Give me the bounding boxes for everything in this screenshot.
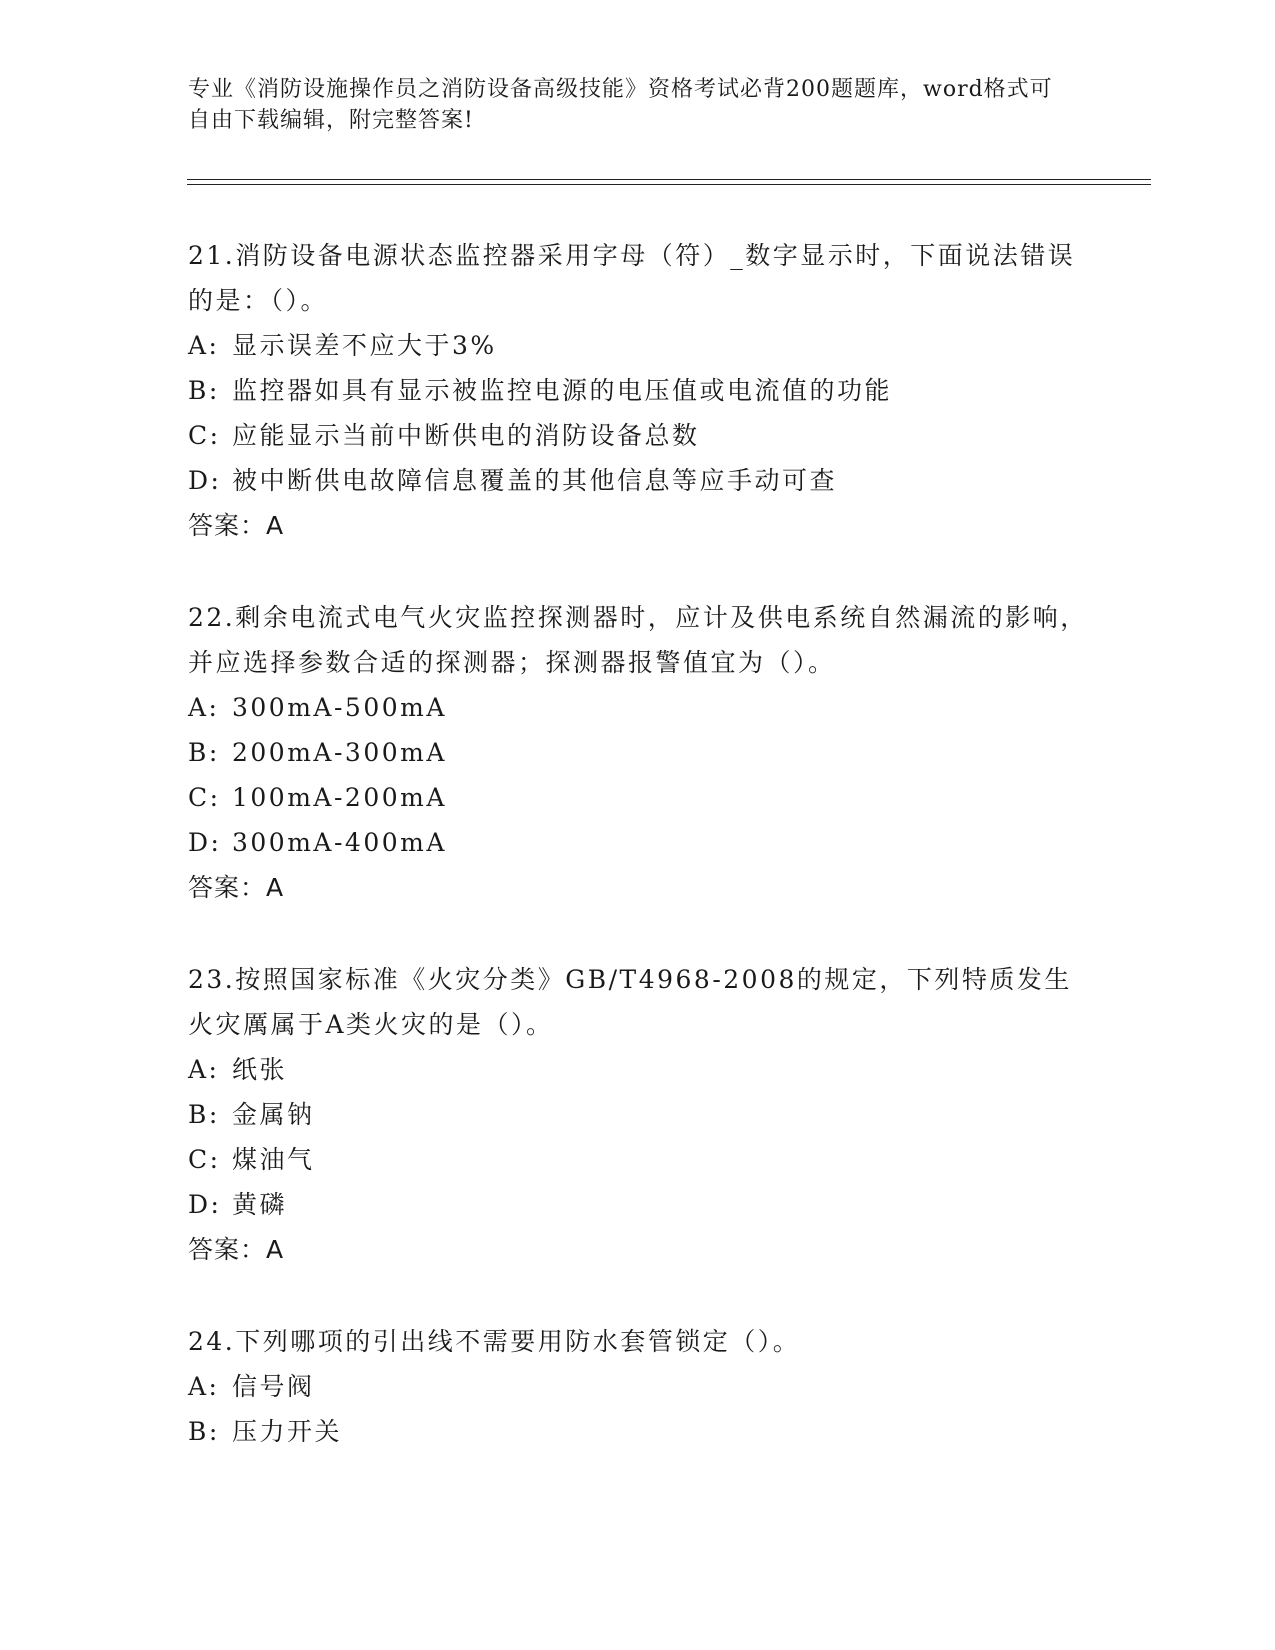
- option-key: A:: [188, 693, 220, 722]
- question-text: 21.消防设备电源状态监控器采用字母（符）_数字显示时，下面说法错误的是：（）。: [188, 241, 1076, 315]
- option-key: A:: [188, 331, 220, 360]
- option-text: 纸张: [232, 1055, 288, 1084]
- question-text: 24.下列哪项的引出线不需要用防水套管锁定（）。: [188, 1327, 801, 1356]
- option-d: [188, 820, 1088, 865]
- option-b: [188, 730, 1088, 775]
- option-c: [188, 1137, 1088, 1182]
- answer-text: 答案：A: [188, 511, 285, 540]
- option-key: B:: [188, 376, 220, 405]
- option-key: A:: [188, 1372, 220, 1401]
- option-text: 信号阀: [232, 1372, 315, 1401]
- option-key: B:: [188, 1100, 220, 1129]
- option-text: 100mA-200mA: [232, 783, 447, 812]
- question-23: [188, 957, 1088, 1272]
- option-key: C:: [188, 1145, 221, 1174]
- option-text: 监控器如具有显示被监控电源的电压值或电流值的功能: [232, 376, 893, 405]
- question-24: [188, 1319, 1088, 1454]
- option-c: [188, 413, 1088, 458]
- option-key: D:: [188, 828, 222, 857]
- answer-text: 答案：A: [188, 1235, 285, 1264]
- question-text: 23.按照国家标准《火灾分类》GB/T4968-2008的规定，下列特质发生火灾厲属于A类火灾的是（）。: [188, 965, 1072, 1039]
- option-a: [188, 685, 1088, 730]
- option-key: C:: [188, 421, 221, 450]
- option-key: B:: [188, 738, 220, 767]
- header-divider-bottom: [187, 184, 1151, 185]
- option-text: 300mA-400mA: [232, 828, 447, 857]
- option-d: [188, 458, 1088, 503]
- option-text: 金属钠: [232, 1100, 315, 1129]
- option-a: [188, 1047, 1088, 1092]
- option-text: 应能显示当前中断供电的消防设备总数: [232, 421, 700, 450]
- question-text: 22.剩余电流式电气火灾监控探测器时，应计及供电系统自然漏流的影响，并应选择参数合适的探测器；探测器报警值宜为（）。: [188, 603, 1088, 677]
- option-key: C:: [188, 783, 221, 812]
- option-d: [188, 1182, 1088, 1227]
- option-text: 200mA-300mA: [232, 738, 447, 767]
- option-b: [188, 1409, 1088, 1454]
- header-divider-top: [187, 179, 1151, 180]
- option-text: 300mA-500mA: [232, 693, 447, 722]
- option-key: B:: [188, 1417, 220, 1446]
- answer-text: 答案：A: [188, 873, 285, 902]
- option-text: 煤油气: [232, 1145, 315, 1174]
- option-text: 压力开关: [232, 1417, 343, 1446]
- option-a: [188, 1364, 1088, 1409]
- option-text: 被中断供电故障信息覆盖的其他信息等应手动可查: [232, 466, 838, 495]
- option-b: [188, 1092, 1088, 1137]
- intro-text: 专业《消防设施操作员之消防设备高级技能》资格考试必背200题题库，word格式可自由下载编辑，附完整答案!: [188, 77, 1053, 133]
- option-a: [188, 323, 1088, 368]
- option-key: D:: [188, 1190, 222, 1219]
- option-text: 显示误差不应大于3%: [232, 331, 497, 360]
- question-22: [188, 595, 1088, 910]
- option-c: [188, 775, 1088, 820]
- option-key: D:: [188, 466, 222, 495]
- option-key: A:: [188, 1055, 220, 1084]
- option-b: [188, 368, 1088, 413]
- option-text: 黄磷: [232, 1190, 288, 1219]
- question-21: [188, 233, 1088, 548]
